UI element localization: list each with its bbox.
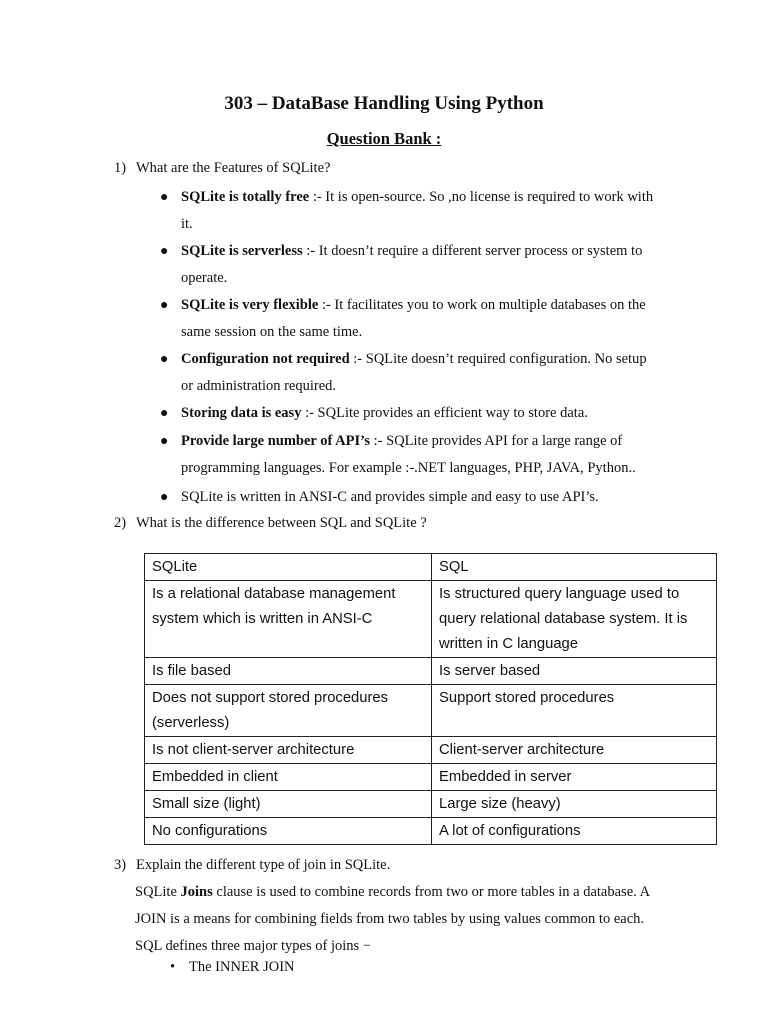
table-header-cell: SQL — [432, 554, 717, 581]
table-cell: Large size (heavy) — [432, 791, 717, 818]
question-2 — [114, 515, 427, 532]
table-row — [145, 791, 717, 818]
document-title: 303 – DataBase Handling Using Python — [224, 93, 544, 114]
table-row — [145, 581, 717, 658]
question-text: What is the difference between SQL and SQLite ? — [136, 515, 427, 531]
table-header-cell: SQLite — [145, 554, 432, 581]
feature-desc: :- It is open-source. So ,no license is required to work with — [309, 189, 654, 205]
table-row — [145, 685, 717, 737]
bullet-icon: ● — [160, 298, 169, 313]
question-bank-heading: Question Bank : — [326, 129, 442, 148]
feature-name: Storing data is easy — [181, 405, 302, 421]
joins-paragraph — [135, 879, 685, 960]
joins-text: JOIN is a means for combining fields from two tables by using values common to each. — [135, 911, 645, 927]
bullet-icon: ● — [160, 190, 169, 205]
feature-name: SQLite is serverless — [181, 243, 303, 259]
bullet-icon: ● — [160, 434, 169, 449]
question-text: What are the Features of SQLite? — [136, 160, 331, 176]
table-cell: Is file based — [145, 658, 432, 685]
table-header-row — [145, 554, 717, 581]
bullet-icon: ● — [160, 244, 169, 259]
joins-text: SQL defines three major types of joins − — [135, 938, 371, 954]
table-cell: Small size (light) — [145, 791, 432, 818]
joins-text: SQLite — [135, 884, 181, 900]
feature-name: SQLite is very flexible — [181, 297, 319, 313]
table-cell: Client-server architecture — [432, 737, 717, 764]
bullet-icon: ● — [160, 352, 169, 367]
question-1 — [114, 160, 330, 177]
table-cell: Support stored procedures — [432, 685, 717, 737]
joins-text: clause is used to combine records from two or more tables in a database. A — [212, 884, 651, 900]
table-row — [145, 658, 717, 685]
table-cell: Embedded in server — [432, 764, 717, 791]
feature-desc: SQLite is written in ANSI-C and provides simple and easy to use API’s. — [181, 489, 599, 505]
feature-desc-cont: programming languages. For example :-.NET languages, PHP, JAVA, Python.. — [181, 460, 636, 476]
table-cell: Is structured query language used to query relational database system. It is written in C language — [432, 581, 717, 658]
table-cell: Is not client-server architecture — [145, 737, 432, 764]
feature-name: Provide large number of API’s — [181, 433, 371, 449]
table-row — [145, 764, 717, 791]
table-row — [145, 737, 717, 764]
feature-desc: :- It facilitates you to work on multiple databases on the — [318, 297, 646, 313]
table-row — [145, 818, 717, 845]
question-number: 3) — [114, 857, 127, 873]
bullet-icon: ● — [160, 490, 169, 505]
question-3 — [114, 857, 390, 874]
question-number: 1) — [114, 160, 127, 176]
table-cell: A lot of configurations — [432, 818, 717, 845]
feature-desc: :- SQLite provides API for a large range of — [370, 433, 623, 449]
feature-desc: :- SQLite provides an efficient way to store data. — [301, 405, 588, 421]
feature-name: SQLite is totally free — [181, 189, 310, 205]
question-text: Explain the different type of join in SQLite. — [136, 857, 391, 873]
feature-name: Configuration not required — [181, 351, 350, 367]
table-cell: No configurations — [145, 818, 432, 845]
sqlite-vs-sql-table — [144, 553, 717, 845]
table-cell: Does not support stored procedures (serverless) — [145, 685, 432, 737]
join-type-item — [170, 959, 295, 976]
feature-desc-cont: same session on the same time. — [181, 324, 363, 340]
bullet-icon: ● — [160, 406, 169, 421]
feature-desc-cont: operate. — [181, 270, 228, 286]
table-cell: Embedded in client — [145, 764, 432, 791]
bullet-icon: • — [170, 959, 176, 975]
feature-desc-cont: or administration required. — [181, 378, 337, 394]
feature-desc: :- It doesn’t require a different server process or system to — [302, 243, 643, 259]
table-cell: Is server based — [432, 658, 717, 685]
feature-desc: :- SQLite doesn’t required configuration. No setup — [349, 351, 647, 367]
question-number: 2) — [114, 515, 127, 531]
feature-desc-cont: it. — [181, 216, 193, 232]
joins-keyword: Joins — [180, 884, 213, 900]
join-type-label: The INNER JOIN — [189, 959, 295, 975]
table-cell: Is a relational database management system which is written in ANSI-C — [145, 581, 432, 658]
